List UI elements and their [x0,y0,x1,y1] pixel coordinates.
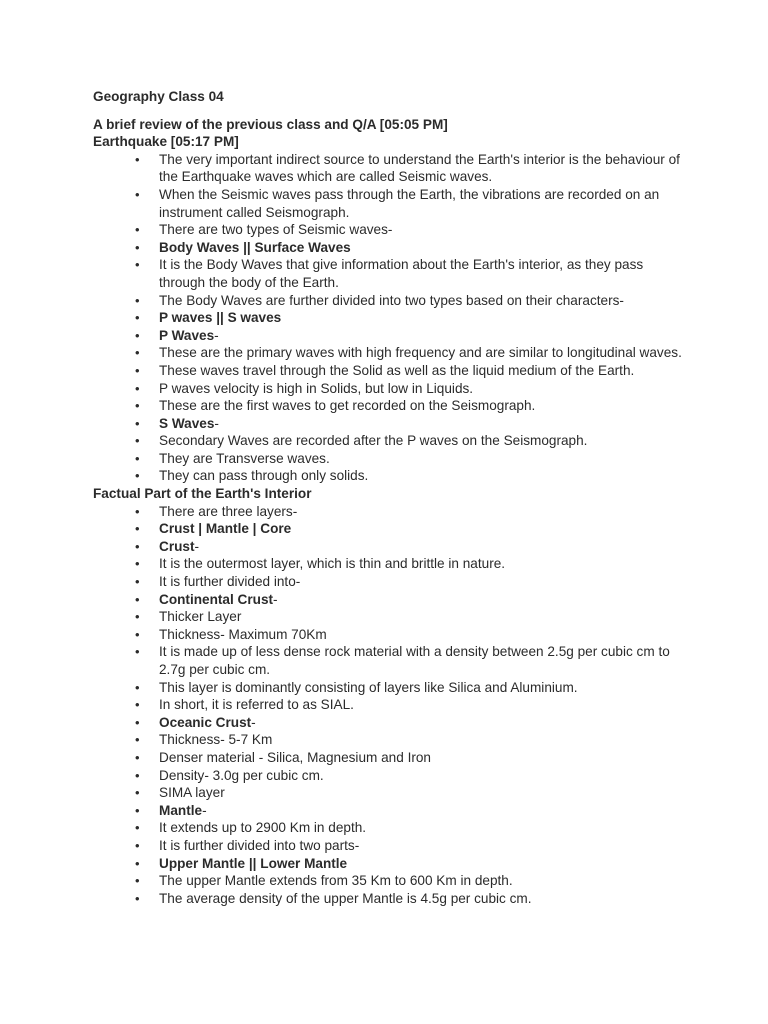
bullet-icon: • [135,257,140,273]
list-item [93,855,693,873]
list-item-text: There are three layers- [159,503,298,519]
list-item-text: P Waves- [159,327,219,343]
list-item-text: They can pass through only solids. [159,468,369,484]
list-item [93,344,693,362]
list-item-text: Crust | Mantle | Core [159,521,292,537]
list-item-text: This layer is dominantly consisting of layers like Silica and Aluminium. [159,679,578,695]
list-item-text: P waves velocity is high in Solids, but low in Liquids. [159,380,474,396]
list-item [93,239,693,257]
list-item [93,221,693,239]
bullet-icon: • [135,679,140,695]
bullet-icon: • [135,362,140,378]
list-item [93,696,693,714]
list-item-text: These waves travel through the Solid as well as the liquid medium of the Earth. [159,362,635,378]
list-item [93,397,693,415]
bullet-icon: • [135,820,140,836]
list-item [93,327,693,345]
bullet-icon: • [135,222,140,238]
list-item-text: They are Transverse waves. [159,450,330,466]
bullet-icon: • [135,450,140,466]
list-item [93,784,693,802]
bullet-icon: • [135,310,140,326]
list-item [93,643,693,678]
bullet-icon: • [135,521,140,537]
list-item-text: Thicker Layer [159,609,242,625]
bullet-icon: • [135,574,140,590]
list-item [93,555,693,573]
list-item-text: Oceanic Crust- [159,714,256,730]
bullet-icon: • [135,151,140,167]
bullet-icon: • [135,644,140,660]
bullet-icon: • [135,292,140,308]
list-item [93,819,693,837]
earthquake-list [93,151,693,485]
list-item [93,151,693,186]
bullet-icon: • [135,591,140,607]
bullet-icon: • [135,239,140,255]
bullet-icon: • [135,855,140,871]
list-item-text: The very important indirect source to understand the Earth's interior is the behaviour of the Earthquake waves which are called Seismic waves. [159,151,680,185]
list-item [93,679,693,697]
list-item-text: It is further divided into two parts- [159,837,360,853]
list-item [93,591,693,609]
list-item [93,890,693,908]
bullet-icon: • [135,398,140,414]
list-item [93,837,693,855]
list-item-text: The upper Mantle extends from 35 Km to 600 Km in depth. [159,873,513,889]
earthquake-heading: Earthquake [05:17 PM] [93,134,239,150]
list-item-text: There are two types of Seismic waves- [159,222,393,238]
list-item-text: The average density of the upper Mantle is 4.5g per cubic cm. [159,890,532,906]
list-item-text: P waves || S waves [159,310,282,326]
list-item-text: In short, it is referred to as SIAL. [159,697,354,713]
bullet-icon: • [135,609,140,625]
list-item [93,749,693,767]
list-item-text: Secondary Waves are recorded after the P waves on the Seismograph. [159,433,588,449]
list-item [93,731,693,749]
list-item-text: These are the first waves to get recorded on the Seismograph. [159,398,536,414]
bullet-icon: • [135,186,140,202]
list-item [93,608,693,626]
list-item [93,802,693,820]
list-item [93,292,693,310]
bullet-icon: • [135,327,140,343]
bullet-icon: • [135,468,140,484]
list-item-text: SIMA layer [159,785,225,801]
bullet-icon: • [135,890,140,906]
bullet-icon: • [135,714,140,730]
list-item-text: Denser material - Silica, Magnesium and Iron [159,749,431,765]
list-item-text: The Body Waves are further divided into two types based on their characters- [159,292,624,308]
interior-list [93,503,693,908]
list-item [93,450,693,468]
list-item-text: Continental Crust- [159,591,278,607]
list-item [93,309,693,327]
bullet-icon: • [135,503,140,519]
bullet-icon: • [135,556,140,572]
bullet-icon: • [135,345,140,361]
list-item-text: Thickness- Maximum 70Km [159,626,327,642]
list-item-text: It extends up to 2900 Km in depth. [159,820,367,836]
bullet-icon: • [135,415,140,431]
list-item [93,520,693,538]
list-item [93,186,693,221]
document-title: Geography Class 04 [93,89,224,104]
list-item-text: It is further divided into- [159,574,301,590]
document-page [93,88,693,907]
list-item-text: Density- 3.0g per cubic cm. [159,767,324,783]
bullet-icon: • [135,626,140,642]
bullet-icon: • [135,837,140,853]
list-item-text: It is the outermost layer, which is thin and brittle in nature. [159,556,506,572]
list-item [93,467,693,485]
list-item [93,432,693,450]
list-item-text: Thickness- 5-7 Km [159,732,273,748]
list-item-text: Body Waves || Surface Waves [159,239,351,255]
list-item [93,872,693,890]
list-item-text: It is the Body Waves that give information about the Earth's interior, as they pass through the body of the Earth. [159,257,644,290]
bullet-icon: • [135,749,140,765]
list-item [93,256,693,291]
list-item-text: Crust- [159,538,200,554]
list-item [93,626,693,644]
list-item [93,538,693,556]
list-item-text: Mantle- [159,802,207,818]
bullet-icon: • [135,697,140,713]
bullet-icon: • [135,873,140,889]
list-item-text: When the Seismic waves pass through the Earth, the vibrations are recorded on an instrument called Seismograph. [159,186,660,220]
list-item [93,573,693,591]
interior-heading: Factual Part of the Earth's Interior [93,486,312,502]
bullet-icon: • [135,767,140,783]
list-item [93,362,693,380]
list-item [93,415,693,433]
list-item [93,503,693,521]
bullet-icon: • [135,538,140,554]
list-item [93,380,693,398]
list-item [93,714,693,732]
list-item-text: These are the primary waves with high frequency and are similar to longitudinal waves. [159,345,682,361]
bullet-icon: • [135,802,140,818]
review-heading: A brief review of the previous class and Q/A [05:05 PM] [93,116,448,132]
bullet-icon: • [135,785,140,801]
list-item [93,767,693,785]
list-item-text: S Waves- [159,415,219,431]
bullet-icon: • [135,380,140,396]
list-item-text: It is made up of less dense rock material with a density between 2.5g per cubic cm to 2.7g per cubic cm. [159,644,670,677]
bullet-icon: • [135,433,140,449]
bullet-icon: • [135,732,140,748]
list-item-text: Upper Mantle || Lower Mantle [159,855,348,871]
